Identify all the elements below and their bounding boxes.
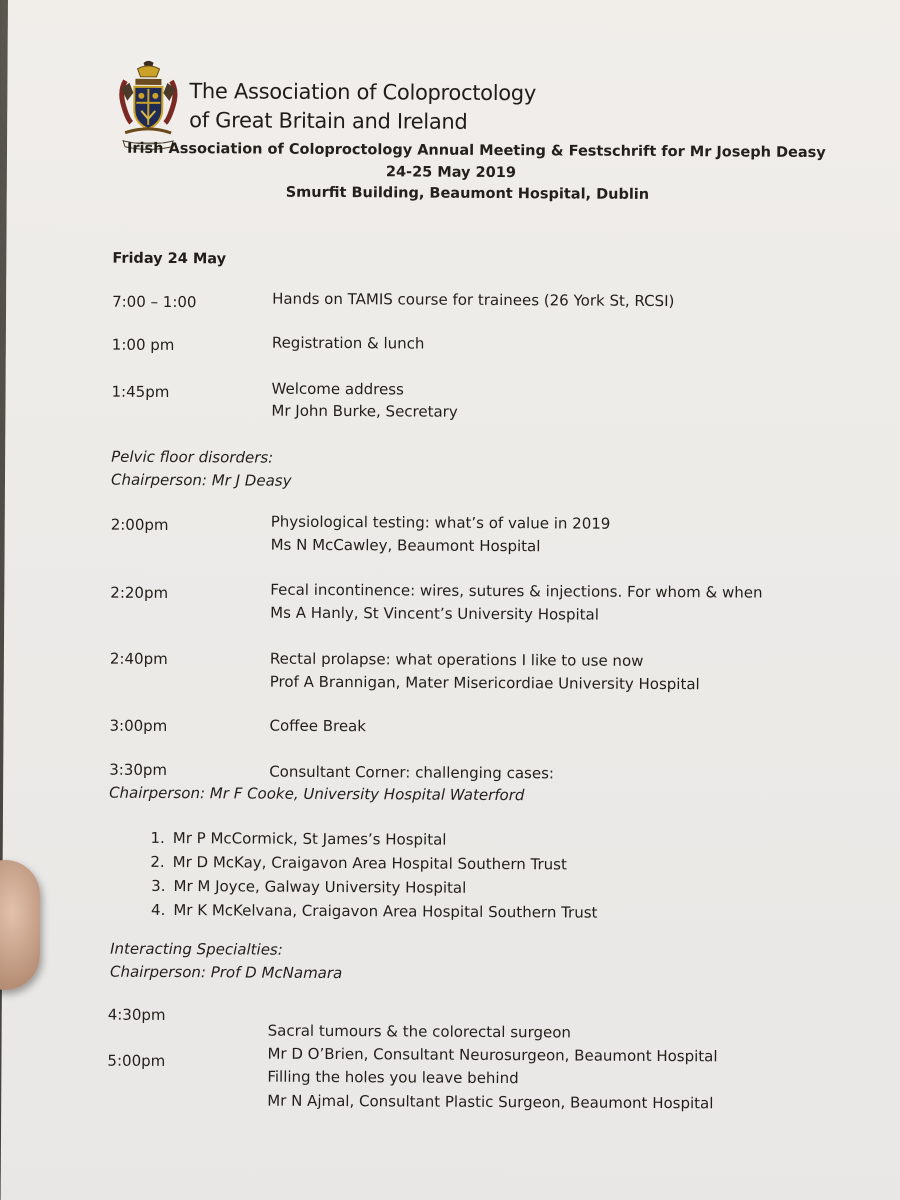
case-presenter: Mr K McKelvana, Craigavon Area Hospital Southern Trust xyxy=(173,901,598,922)
speaker: Mr N Ajmal, Consultant Plastic Surgeon, Beaumont Hospital xyxy=(267,1091,714,1113)
time-slot: 4:30pm xyxy=(107,1005,166,1024)
speaker: Ms N McCawley, Beaumont Hospital xyxy=(270,535,541,556)
time-slot: 2:20pm xyxy=(110,583,169,602)
talk-title: Rectal prolapse: what operations I like to use now xyxy=(269,649,644,670)
programme-document xyxy=(1,0,900,1195)
time-slot: 5:00pm xyxy=(107,1051,166,1070)
meeting-venue: Smurfit Building, Beaumont Hospital, Dublin xyxy=(285,184,650,203)
time-slot: 2:00pm xyxy=(110,515,169,534)
talk-title: Consultant Corner: challenging cases: xyxy=(269,762,555,783)
talk-title: Physiological testing: what’s of value in 2019 xyxy=(270,512,611,533)
session-chair: Chairperson: Mr F Cooke, University Hospital Waterford xyxy=(109,783,525,805)
case-presenter: Mr P McCormick, St James’s Hospital xyxy=(172,829,447,849)
list-item xyxy=(141,853,567,874)
talk-title: Welcome address xyxy=(271,379,404,399)
speaker: Mr John Burke, Secretary xyxy=(271,401,458,421)
session-chair: Chairperson: Prof D McNamara xyxy=(109,962,343,983)
case-presenter: Mr D McKay, Craigavon Area Hospital Southern Trust xyxy=(172,853,567,874)
day-heading: Friday 24 May xyxy=(112,250,227,268)
time-slot: 1:45pm xyxy=(111,382,170,401)
list-item xyxy=(141,877,466,897)
time-slot: 1:00 pm xyxy=(111,335,175,355)
talk-title: Fecal incontinence: wires, sutures & injections. For whom & when xyxy=(270,580,763,602)
list-number: 2. xyxy=(150,852,165,871)
time-slot: 3:00pm xyxy=(109,716,168,735)
thumb xyxy=(0,860,40,990)
list-number: 1. xyxy=(150,828,165,847)
association-name-line2: of Great Britain and Ireland xyxy=(189,108,468,134)
list-item xyxy=(141,829,447,849)
talk-title: Sacral tumours & the colorectal surgeon xyxy=(267,1021,571,1042)
speaker: Mr D O’Brien, Consultant Neurosurgeon, Beaumont Hospital xyxy=(267,1044,718,1066)
session-title: Pelvic floor disorders: xyxy=(111,447,274,467)
talk-title: Filling the holes you leave behind xyxy=(267,1067,519,1088)
meeting-dates: 24-25 May 2019 xyxy=(385,164,516,182)
talk-title: Registration & lunch xyxy=(271,333,425,353)
speaker: Ms A Hanly, St Vincent’s University Hospital xyxy=(270,603,600,624)
time-slot: 3:30pm xyxy=(109,760,168,779)
meeting-title: Irish Association of Coloproctology Annual Meeting & Festschrift for Mr Joseph Deasy xyxy=(126,140,826,161)
association-name-line1: The Association of Coloproctology xyxy=(189,79,537,106)
session-title: Interacting Specialties: xyxy=(110,939,283,959)
speaker: Prof A Brannigan, Mater Misericordiae University Hospital xyxy=(269,672,700,694)
list-number: 3. xyxy=(151,876,166,895)
list-item xyxy=(141,901,597,922)
list-number: 4. xyxy=(151,900,166,919)
time-slot: 7:00 – 1:00 xyxy=(112,292,197,312)
case-presenter: Mr M Joyce, Galway University Hospital xyxy=(173,877,467,897)
talk-title: Hands on TAMIS course for trainees (26 York St, RCSI) xyxy=(272,289,675,311)
time-slot: 2:40pm xyxy=(109,649,168,668)
session-chair: Chairperson: Mr J Deasy xyxy=(110,470,292,490)
talk-title: Coffee Break xyxy=(269,716,367,736)
